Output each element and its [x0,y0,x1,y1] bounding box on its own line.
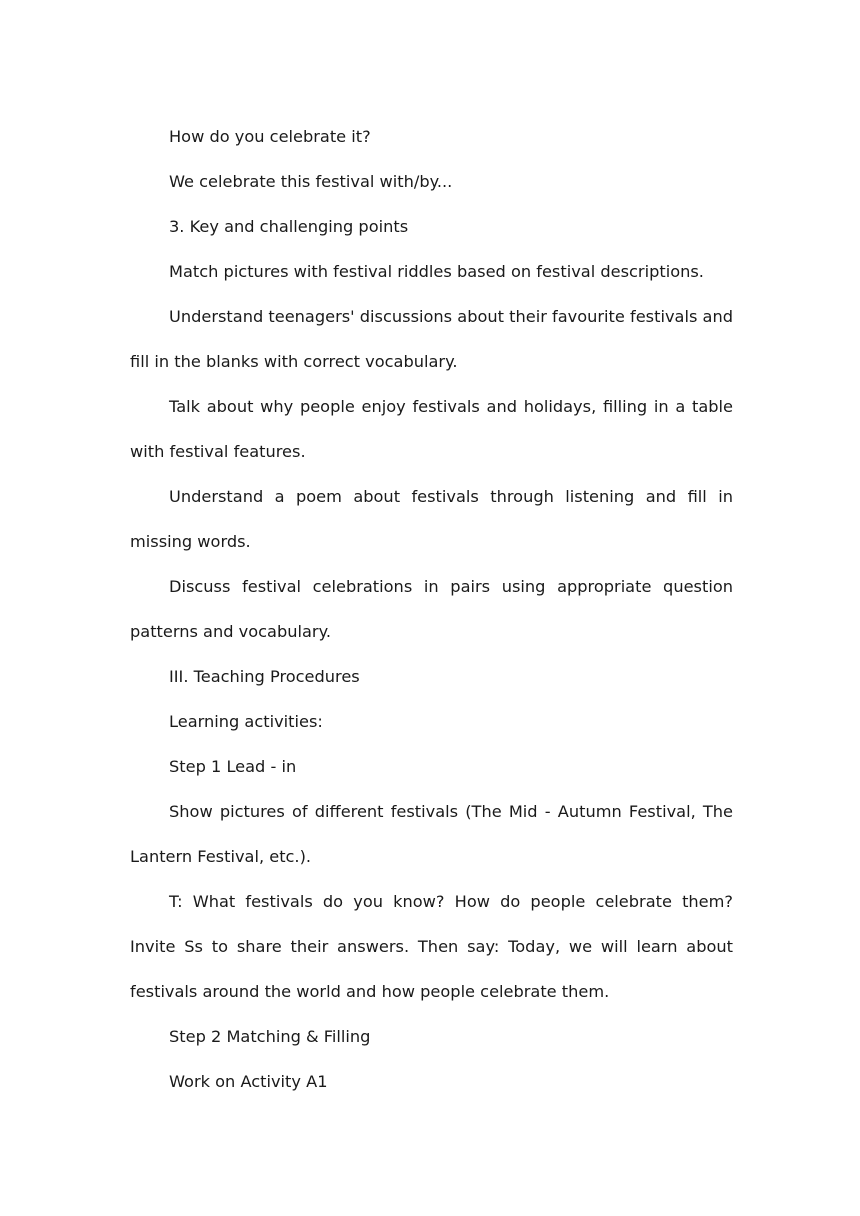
question-line: How do you celebrate it? [169,127,371,146]
document-body [130,114,733,1104]
answer-pattern-line: We celebrate this festival with/by... [169,172,453,191]
key-point-paragraph: Talk about why people enjoy festivals and holidays, filling in a table with festival features. [130,397,733,461]
step-paragraph: Show pictures of different festivals (The Mid - Autumn Festival, The Lantern Festival, etc.). [130,802,733,866]
section-heading-procedures: III. Teaching Procedures [169,667,360,686]
key-point-paragraph: Match pictures with festival riddles based on festival descriptions. [169,262,704,281]
step-paragraph: Work on Activity A1 [169,1072,328,1091]
key-point-paragraph: Discuss festival celebrations in pairs using appropriate question patterns and vocabulary. [130,577,733,641]
section-heading-key-points: 3. Key and challenging points [169,217,409,236]
step-paragraph: T: What festivals do you know? How do people celebrate them? Invite Ss to share their answers. Then say: Today, we will learn about festivals around the world and how people celebrate them. [130,892,733,1001]
step-heading: Step 1 Lead - in [169,757,297,776]
key-point-paragraph: Understand teenagers' discussions about their favourite festivals and fill in the blanks with correct vocabulary. [130,307,733,371]
subheading-learning-activities: Learning activities: [169,712,323,731]
step-heading: Step 2 Matching & Filling [169,1027,371,1046]
key-point-paragraph: Understand a poem about festivals through listening and fill in missing words. [130,487,733,551]
